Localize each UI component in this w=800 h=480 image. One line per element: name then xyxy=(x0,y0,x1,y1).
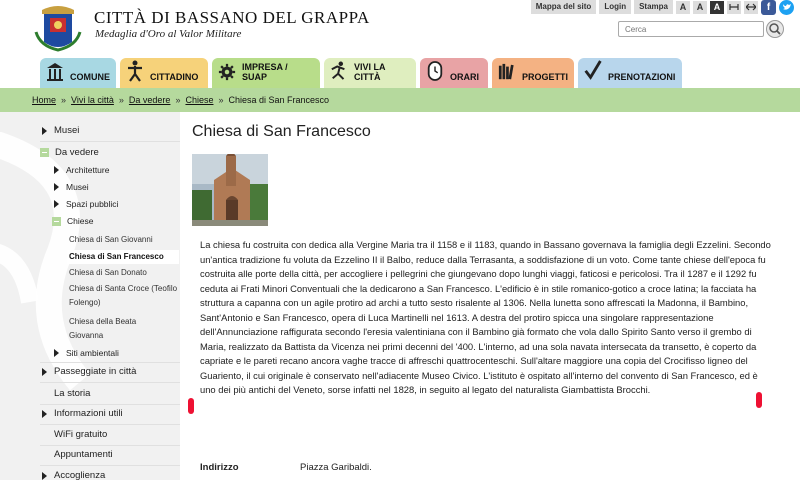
divider xyxy=(40,404,180,405)
person-icon xyxy=(126,58,144,82)
sidebar-item-label: Passeggiate in città xyxy=(54,366,137,377)
breadcrumb-chiese[interactable]: Chiese xyxy=(185,95,214,105)
divider xyxy=(40,465,180,466)
breadcrumb-separator: » xyxy=(61,95,67,105)
sidebar-item-label: Chiese xyxy=(67,216,94,226)
sidebar-item-label: Siti ambientali xyxy=(66,348,119,358)
annotation-marker-right xyxy=(756,392,762,408)
nav-tab-impresa[interactable] xyxy=(212,58,320,88)
dancing-person-icon xyxy=(330,58,348,82)
sidebar-item-label: Spazi pubblici xyxy=(66,199,119,209)
divider xyxy=(40,382,180,383)
sidebar-item-label: Accoglienza xyxy=(54,470,106,480)
sidebar-item-musei-sub[interactable] xyxy=(54,182,89,192)
print-link[interactable]: Stampa xyxy=(634,0,673,14)
sidebar-item-wifi-gratuito[interactable]: WiFi gratuito xyxy=(54,429,108,440)
books-icon xyxy=(498,58,516,82)
nav-label: PRENOTAZIONI xyxy=(608,72,676,82)
login-link[interactable]: Login xyxy=(599,0,631,14)
width-toggle-icon[interactable] xyxy=(744,1,758,14)
sidebar-item-label: Musei xyxy=(66,182,89,192)
page-title: Chiesa di San Francesco xyxy=(192,123,371,140)
nav-label: PROGETTI xyxy=(522,72,569,82)
collapse-icon xyxy=(40,148,49,157)
sidebar-item-label: Da vedere xyxy=(55,147,99,158)
address-label: Indirizzo xyxy=(200,462,239,473)
nav-label: IMPRESA / SUAP xyxy=(242,62,288,82)
expand-arrow-icon xyxy=(42,472,47,480)
breadcrumb-da-vedere[interactable]: Da vedere xyxy=(128,95,171,105)
nav-label: CITTADINO xyxy=(150,72,199,82)
nav-label: ORARI xyxy=(450,72,479,82)
sidebar-item-musei[interactable] xyxy=(42,125,79,136)
breadcrumb xyxy=(0,88,800,112)
twitter-icon[interactable] xyxy=(779,0,794,15)
church-photo[interactable] xyxy=(192,154,268,226)
annotation-marker-left xyxy=(188,398,194,414)
expand-arrow-icon xyxy=(54,166,59,174)
breadcrumb-home[interactable]: Home xyxy=(32,95,57,105)
sidebar-item-da-vedere[interactable] xyxy=(40,147,99,158)
search-input[interactable] xyxy=(618,21,764,37)
sidebar-item-la-storia[interactable]: La storia xyxy=(54,388,91,399)
checkmark-icon xyxy=(584,58,602,82)
clock-icon xyxy=(426,58,444,82)
sidebar-item-label: Musei xyxy=(54,125,80,136)
sitemap-link[interactable]: Mappa del sito xyxy=(531,0,597,14)
sidebar-item-chiesa-san-giovanni[interactable]: Chiesa di San Giovanni xyxy=(69,235,153,244)
sidebar-item-chiesa-santa-croce[interactable]: Chiesa di Santa Croce (Teofilo Folengo) xyxy=(69,284,178,307)
sidebar-item-chiese[interactable] xyxy=(52,216,93,226)
nav-tab-cittadino[interactable] xyxy=(120,58,208,88)
divider xyxy=(40,424,180,425)
sidebar-item-label: Informazioni utili xyxy=(54,408,123,419)
sidebar-navigation xyxy=(0,112,180,480)
divider xyxy=(40,141,180,142)
site-title[interactable]: CITTÀ DI BASSANO DEL GRAPPA xyxy=(94,8,370,27)
font-large-button[interactable]: A xyxy=(710,1,724,14)
divider xyxy=(40,445,180,446)
facebook-icon[interactable]: f xyxy=(761,0,776,15)
site-header xyxy=(0,0,800,60)
expand-arrow-icon xyxy=(54,200,59,208)
gear-icon xyxy=(218,58,236,82)
nav-tab-progetti[interactable] xyxy=(492,58,574,88)
city-crest-icon[interactable] xyxy=(32,2,84,54)
nav-tab-orari[interactable] xyxy=(420,58,488,88)
search-button[interactable] xyxy=(766,20,784,38)
sidebar-item-accoglienza[interactable] xyxy=(42,470,105,480)
search-icon xyxy=(767,21,783,37)
nav-label: VIVI LA CITTÀ xyxy=(354,62,386,82)
sidebar-item-chiesa-san-francesco[interactable]: Chiesa di San Francesco xyxy=(67,250,179,264)
divider xyxy=(40,362,180,363)
main-content xyxy=(190,112,800,480)
nav-tab-prenotazioni[interactable] xyxy=(578,58,682,88)
line-spacing-icon[interactable] xyxy=(727,1,741,14)
nav-label: COMUNE xyxy=(70,72,110,82)
nav-tab-vivi-la-citta[interactable] xyxy=(324,58,416,88)
font-medium-button[interactable]: A xyxy=(693,1,707,14)
font-small-button[interactable]: A xyxy=(676,1,690,14)
expand-arrow-icon xyxy=(42,410,47,418)
collapse-icon xyxy=(52,217,61,226)
expand-arrow-icon xyxy=(54,349,59,357)
main-navigation xyxy=(40,58,682,88)
top-utility-bar xyxy=(531,0,794,14)
breadcrumb-vivi-la-citta[interactable]: Vivi la città xyxy=(71,95,114,105)
breadcrumb-current: Chiesa di San Francesco xyxy=(228,95,330,105)
expand-arrow-icon xyxy=(54,183,59,191)
breadcrumb-separator: » xyxy=(175,95,181,105)
sidebar-item-passeggiate[interactable] xyxy=(42,366,136,377)
pillars-icon xyxy=(46,58,64,82)
sidebar-item-label: Architetture xyxy=(66,165,110,175)
sidebar-item-architetture[interactable] xyxy=(54,165,109,175)
expand-arrow-icon xyxy=(42,368,47,376)
nav-tab-comune[interactable] xyxy=(40,58,116,88)
sidebar-item-chiesa-san-donato[interactable]: Chiesa di San Donato xyxy=(69,268,147,277)
sidebar-item-informazioni-utili[interactable] xyxy=(42,408,123,419)
sidebar-item-spazi-pubblici[interactable] xyxy=(54,199,118,209)
site-subtitle: Medaglia d'Oro al Valor Militare xyxy=(95,28,242,40)
address-value: Piazza Garibaldi. xyxy=(300,462,372,473)
sidebar-item-appuntamenti[interactable]: Appuntamenti xyxy=(54,449,113,460)
breadcrumb-separator: » xyxy=(118,95,124,105)
sidebar-item-siti-ambientali[interactable] xyxy=(54,348,119,358)
expand-arrow-icon xyxy=(42,127,47,135)
article-body: La chiesa fu costruita con dedica alla Vergine Maria tra il 1158 e il 1183, quando in Bassano governava la famiglia degli Ezzelini. Secondo un'antica tradizione fu voluta da Ezzelino II il Balbo, reduce dalla Terrasanta, a soddisfazione di un voto. Come tante chiese dell'epoca fu costruita alle porte della città, per accogliere i pellegrini che giungevano dopo lunghi viaggi, faticosi e pericolosi. Tra il 1287 e il 1292 fu ceduta ai Frati Minori Conventuali che la dedicarono a San Francesco. L'edificio è in stile romanico-gotico a croce latina; la facciata ha struttura a capanna con un agile protiro ad archi a tutto sesto risalente al 1306. Nella lunetta sono affrescati la Madonna, il Bambino, Sant'Antonio e San Francesco, opera di Luca Martinelli nel 1613. A destra del protiro spicca una singolare rappresentazione dell'Annunciazione raffigurata secondo l'eresia valentiniana con il Bambino già formato che vola dallo Spirito Santo verso il grembo di Maria, realizzato da Battista da Vicenza nei primi decenni del '400. L'interno, ad una sola navata intersecata da transetto, è coperto da capriate e le pareti recano ancora vaghe tracce di affreschi quattrocenteschi. Sull'altare maggiore una copia del Crocifisso ligneo del Guariento, il cui originale è conservato nell'adiacente Museo Civico. L'istituto è ospitato all'interno del convento di San Francesco, ed è uno dei più antichi del Veneto, sorse infatti nel 1828, in seguito al legato del naturalista Giambattista Brocchi. xyxy=(200,239,771,395)
sidebar-item-chiesa-beata-giovanna[interactable]: Chiesa della Beata Giovanna xyxy=(69,317,137,340)
breadcrumb-separator: » xyxy=(218,95,224,105)
